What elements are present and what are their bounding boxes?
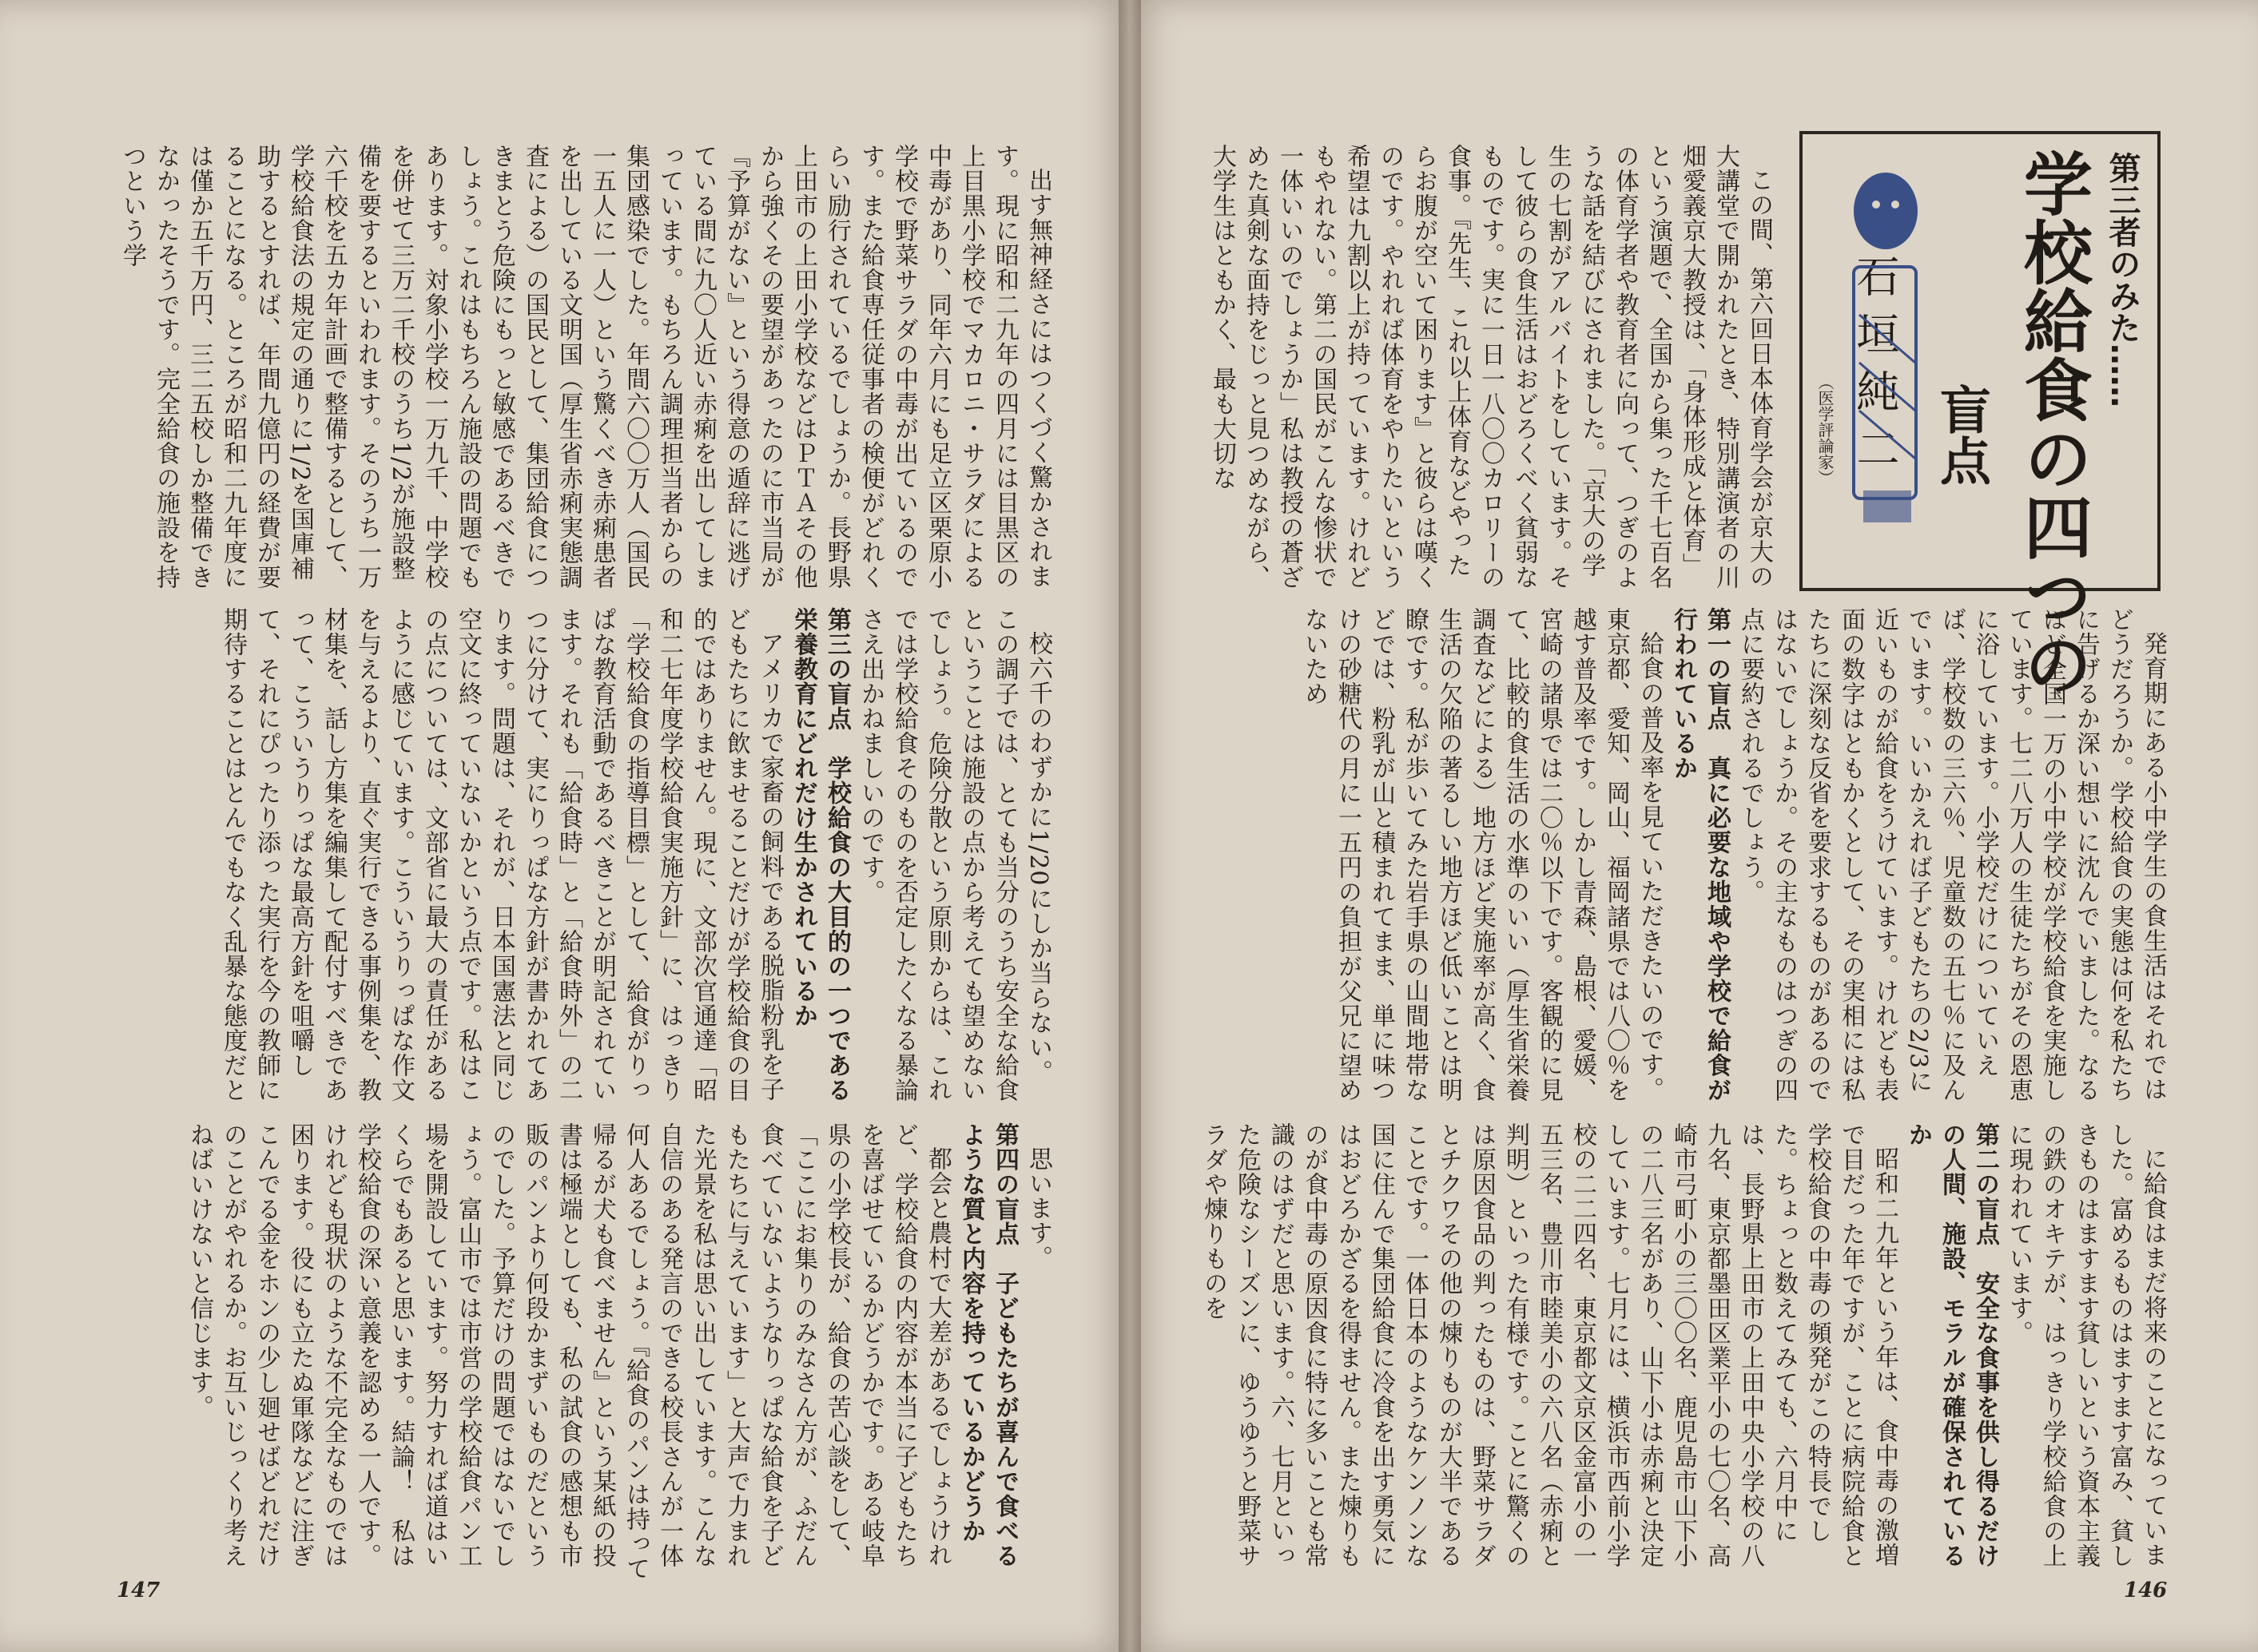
- left-page-column-middle: [104, 607, 1055, 1106]
- book-gutter: [1119, 0, 1141, 1652]
- paragraph: 給食の普及率を見ていただきたいのです。東京都、愛知、岡山、福岡諸県では八〇％を越す普及率です。しかし青森、島根、愛媛、宮崎の諸県では二〇％以下です。客観的に見て、比較的食生活の水準のいい（厚生省栄養調査などによる）地方ほど実施率が高く、食生活の欠陥の著るしい地方ほど低いことは明瞭です。私が歩いてみた岩手県の山間地帯などでは、粉乳が山と積まれてまま、単に味つけの砂糖代の月に一五円の負担が父兄に望めないため: [1300, 607, 1664, 1102]
- article-kicker: 第三者のみた……: [2104, 152, 2141, 407]
- paragraph: この間、第六回日本体育学会が京大の大講堂で開かれたとき、特別講演者の川畑愛義京大教授は、「身体形成と体育」という演題で、全国から集った千七百名の体育学者や教育者に向って、つぎのような話を結びにされました。「京大の学生の七割がアルバイトをしています。そして彼らの食生活はおどろくべく貧弱なものです。実に一日一八〇〇カロリーの食事。『先生、これ以上体育などやったらお腹が空いて困ります』と彼らは嘆くのです。やれれば体育をやりたいという希望は九割以上が持っています。けれどもやれない。第二の国民がこんな惨状で一体いいのでしょうか」私は教授の蒼ざめた真剣な面持をじっと見つめながら、大学生はともかく、最も大切な: [1208, 144, 1773, 590]
- article-author: 石垣純二: [1850, 254, 1900, 484]
- right-page-column-bottom: [1199, 1122, 2169, 1586]
- section-heading-blind-spot-1: 第一の盲点 真に必要な地域や学校で給食が行われているか: [1669, 607, 1731, 1102]
- paragraph: 校六千のわずかに1/20にしか当らない。この調子では、とても当分のうち安全な給食ということは施設の点から考えても望めないでしょう。危険分散という原則からは、これでは学校給食そのものを否定したくなる暴論さえ出かねましいのです。: [857, 607, 1052, 1102]
- article-author-role: （医学評論家）: [1815, 374, 1835, 486]
- article-title-sub: 盲点: [1931, 383, 1991, 486]
- section-heading-blind-spot-3: 第三の盲点 学校給食の大目的の一つである栄養教育にどれだけ生かされているか: [789, 607, 851, 1102]
- paragraph: アメリカで家畜の飼料である脱脂粉乳を子どもたちに飲ませることだけが学校給食の目的ではありません。現に、文部次官通達「昭和二七年度学校給食実施方針」に、はっきり「学校給食の指導目標」として、給食がりっぱな教育活動であるべきことが明記されています。それも「給食時」と「給食時外」の二つに分けて、実にりっぱな方針が書かれてあります。問題は、それが、日本国憲法と同じ空文に終っていないかという点です。私はこの点については、文部省に最大の責任があるように感じています。こういうりっぱな作文を与えるより、直ぐ実行できる事例集を、教材集を、話し方集を編集して配付すべきであって、こういうりっぱな最高方針を咀嚼して、それにぴったり添った実行を今の教師に期待することはとんでもなく乱暴な態度だと: [219, 607, 784, 1102]
- page-number-left: 147: [117, 1579, 161, 1602]
- author-portrait-illustration: [1839, 155, 1927, 554]
- right-page-column-top-right: [1208, 144, 1775, 591]
- paragraph: 思います。: [1024, 1146, 1052, 1270]
- paragraph: 都会と農村で大差があるでしょうけれど、学校給食の内容が本当に子どもたちを喜ばせているかどうかです。ある岐阜県の小学校長が、給食の苦心談をして、「ここにお集りのみなさん方が、ふだん食べていないようなりっぱな給食を子どもたちに与えています」と大声で力まれた光景を私は思い出しています。こんな自信のある発言のできる校長さんが一体何人あるでしょう。『給食のパンは持って帰るが犬も食べません』という某紙の投書は極端としても、私の試食の感想も市販のパンより何段かまずいものだというのでした。予算だけの問題ではないでしょう。富山市では市営の学校給食パン工場を開設しています。努力すれば道はいくらでもあると思います。結論！ 私は学校給食の深い意義を認める一人です。けれども現状のような不完全なものでは困ります。役にも立たぬ軍隊などに注ぎこんでる金をホンの少し廻せばどれだけのことがやれるか。お互いじっくり考えねばいけないと信じます。: [185, 1122, 952, 1581]
- paragraph: 出す無神経さにはつくづく驚かされます。現に昭和二九年の四月には目黒区の上目黒小学校でマカロニ・サラダによる中毒があり、同年六月にも足立区栗原小学校で野菜サラダの中毒が出ているのです。また給食専任従事者の検便がどれくらい励行されているでしょうか。長野県上田市の上田小学校などはＰＴＡその他から強くその要望があったのに市当局が『予算がない』という得意の遁辞に逃げている間に九〇人近い赤痢を出してしまっています。もちろん調理担当者からの集団感染でした。年間六〇〇万人（国民一五人に一人）という驚くべき赤痢患者を出している文明国（厚生省赤痢実態調査による）の国民として、集団給食につきまとう危険にもっと敏感であるべきでしょう。これはもちろん施設の問題でもあります。対象小学校一万九千、中学校を併せて三万二千校のうち1/2が施設整備を要するといわれます。そのうち一万六千校を五カ年計画で整備するとして、学校給食法の規定の通りに1/2を国庫補助するとすれば、年間九億円の経費が要ることになる。ところが昭和二九年度には僅か五千万円、三二五校しか整備できなかったそうです。完全給食の施設を持つという学: [118, 144, 1052, 590]
- page-number-right: 146: [2124, 1579, 2168, 1602]
- section-heading-blind-spot-4: 第四の盲点 子どもたちが喜んで食べるような質と内容を持っているかどうか: [957, 1122, 1019, 1568]
- left-page-column-bottom: [104, 1122, 1055, 1586]
- paragraph: 昭和二九年という年は、食中毒の激増で目だった年ですが、ことに病院給食と学校給食の中毒の頻発がこの特長でした。ちょっと数えてみても、六月中には、長野県上田市の上田中央小学校の八九名、東京都墨田区業平小の七〇名、高崎市弓町小の三〇〇名、鹿児島市山下小の二八三名があり、山下小は赤痢と決定しています。七月には、横浜市西前小学校の二二四名、東京都文京区金富小の一五三名、豊川市睦美小の六八名（赤痢と判明）といった有様です。ことに驚くのは原因食品の判ったものは、野菜サラダとチクワその他の煉りものが大半であることです。一体日本のようなケンノンな国に住んで集団給食に冷食を出す勇気にはおどろかざるを得ません。また煉りものが食中毒の原因食に特に多いことも常識のはずだと思います。六、七月といった危険なシーズンに、ゆうゆうと野菜サラダや煉りものを: [1199, 1122, 1898, 1568]
- right-page-column-middle: [1214, 607, 2169, 1106]
- section-heading-blind-spot-2: 第二の盲点 安全な食事を供し得るだけの人間、施設、モラルが確保されているか: [1904, 1122, 1999, 1568]
- paragraph: に給食はまだ将来のことになっていました。富めるものはますます富み、貧しきものはますます貧しいという資本主義の鉄のオキテが、はっきり学校給食の上に現われています。: [2005, 1122, 2167, 1568]
- paragraph: 発育期にある小中学生の食生活はそれではどうだろうか。学校給食の実態は何を私たちに告げるか深い想いに沈んでいました。なるほど全国一万の小中学校が学校給食を実施しています。七二八万人の生徒たちがその恩恵に浴しています。小学校だけについていえば、学校数の三六％、児童数の五七％に及んでいます。いいかえれば子どもたちの2/3に近いものが給食をうけています。けれども表面の数字はともかくとして、その実相には私たちに深刻な反省を要求するものがあるのではないでしょうか。その主なものはつぎの四点に要約されるでしょう。: [1736, 607, 2167, 1102]
- left-page-column-top: [104, 144, 1055, 591]
- article-title: 学校給食の四つの: [2012, 149, 2093, 698]
